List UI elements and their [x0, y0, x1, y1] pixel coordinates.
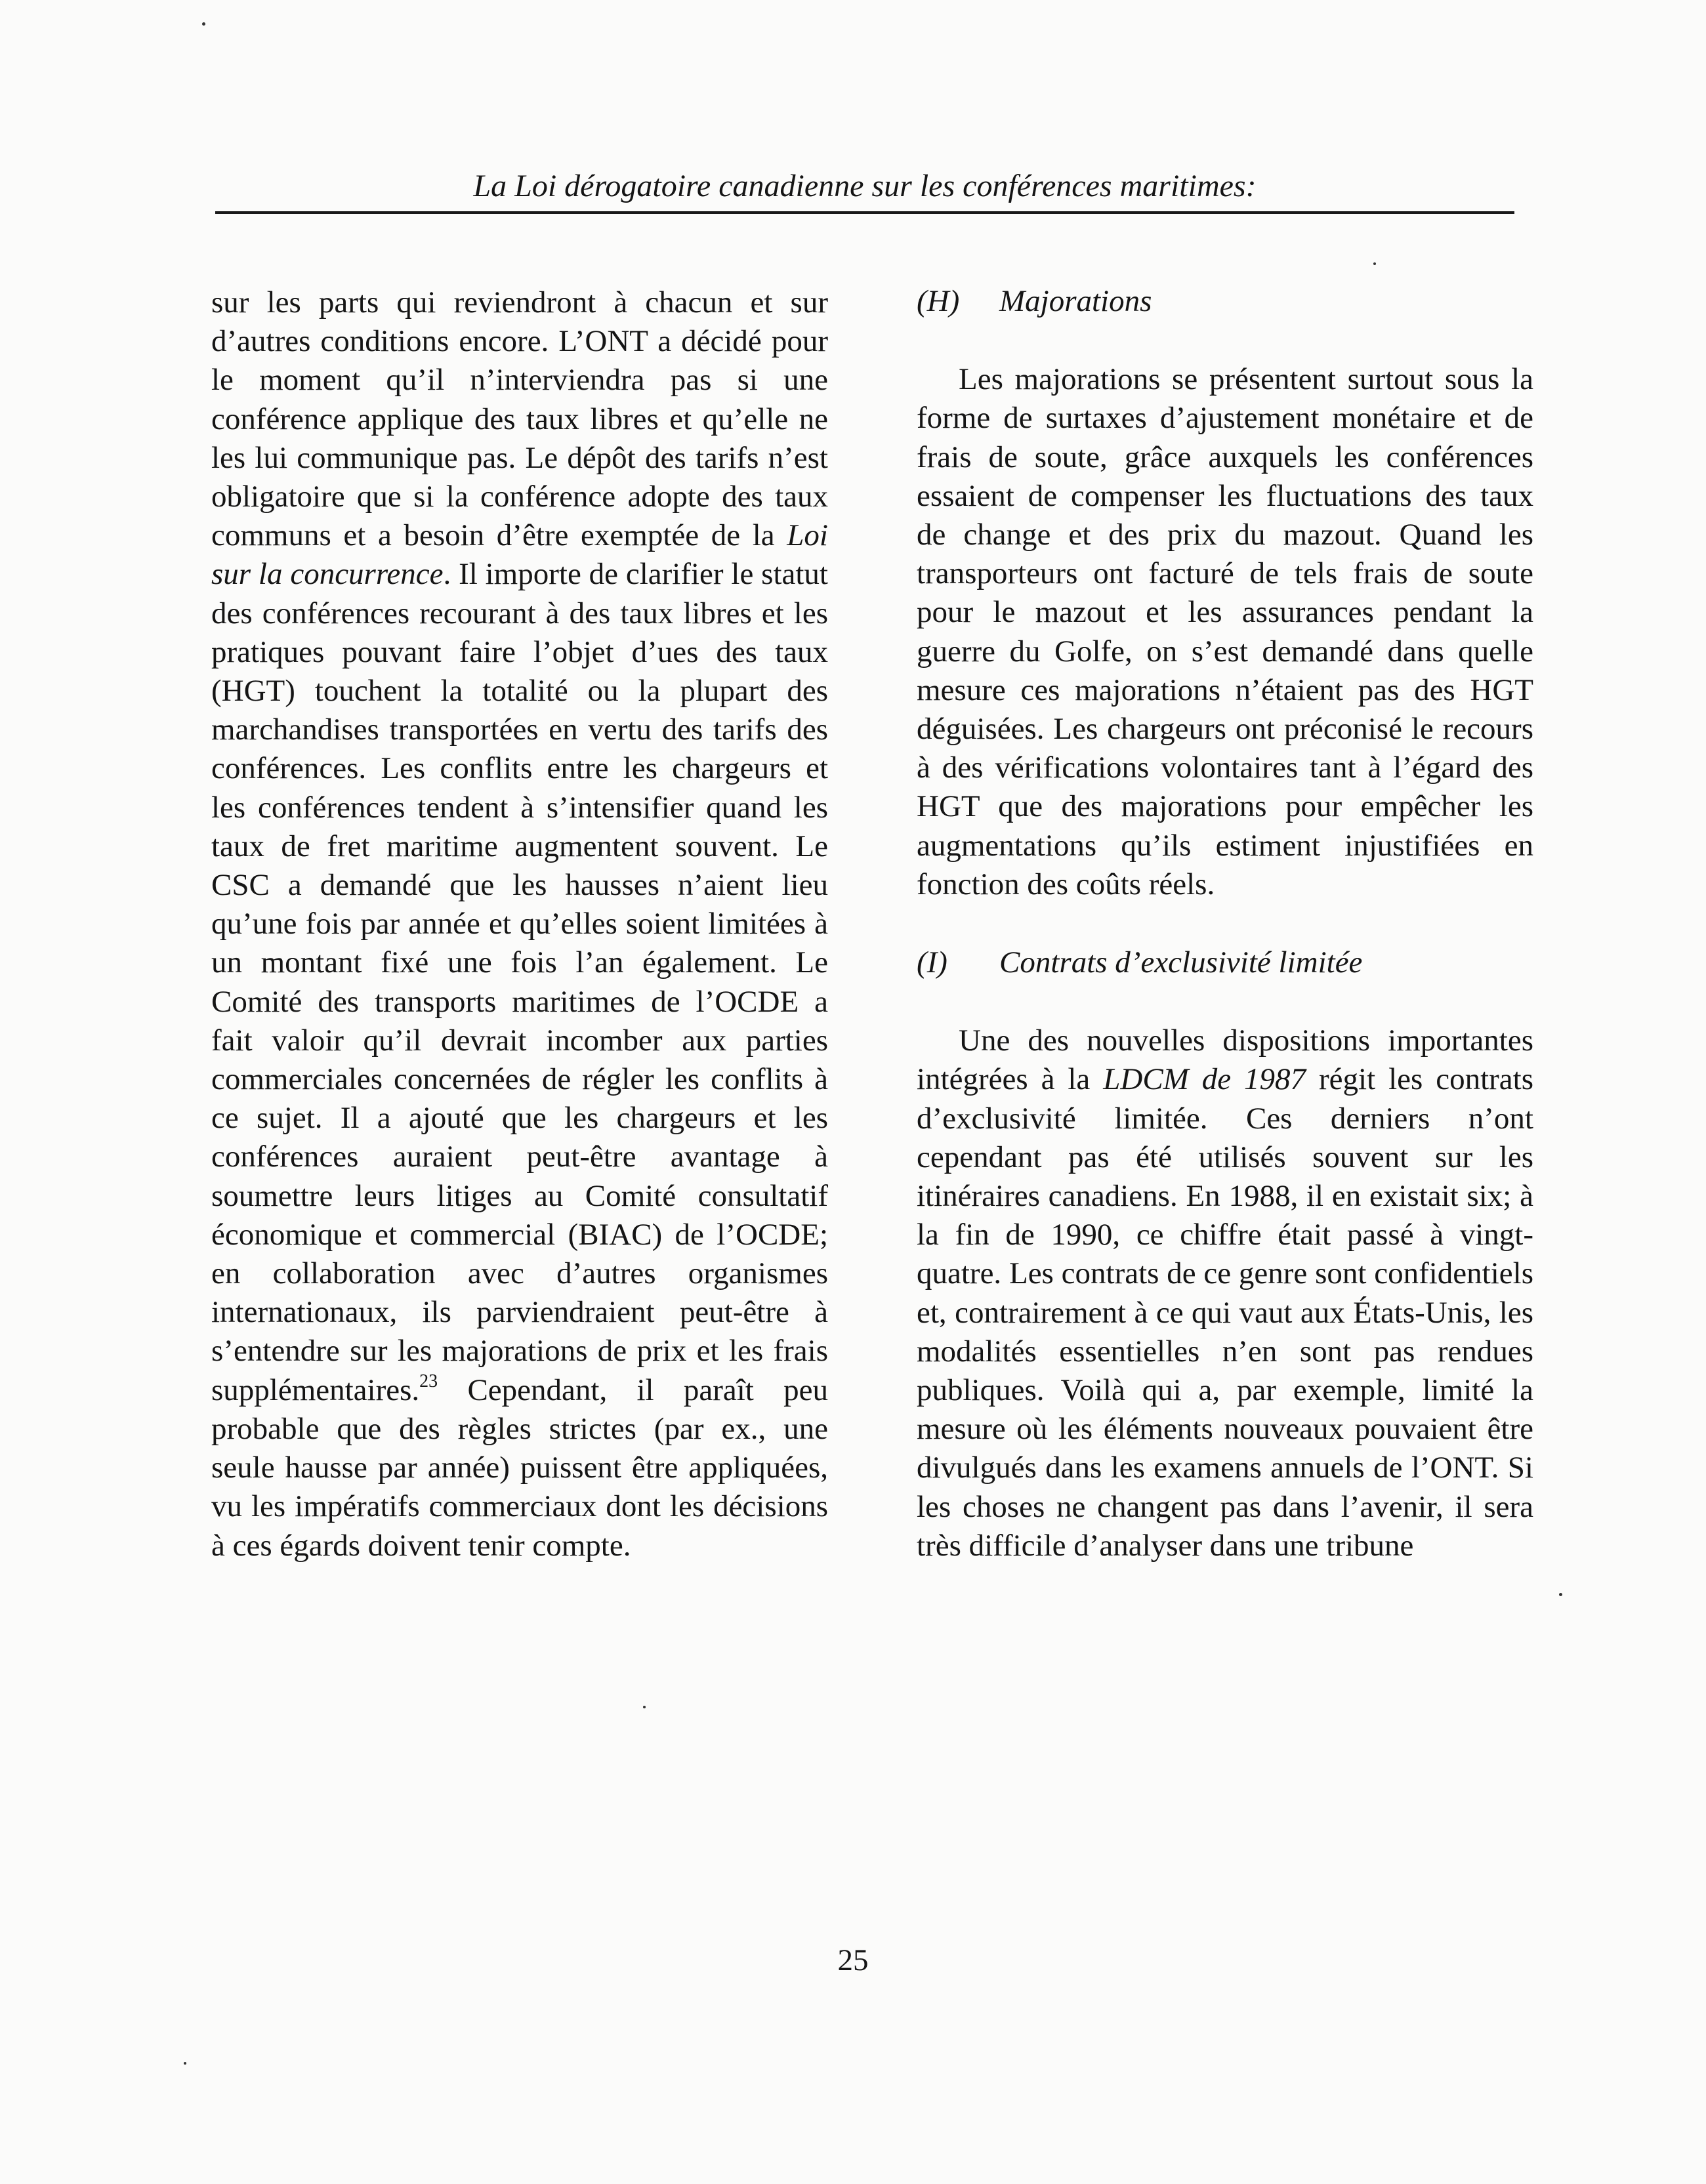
body-paragraph: [917, 1021, 1533, 1565]
paragraph-text: . Il importe de clarifier le statut des conférences recourant à des taux libres et les pratiques pouvant faire l’objet d’ues des taux (HGT) touchent la totalité ou la plupart des marchandises transportées en vertu des tarifs des conférences. Les conflits entre les chargeurs et les conférences tendent à s’intensifier quand les taux de fret maritime augmentent souvent. Le CSC a demandé que les hausses n’aient lieu qu’une fois par année et qu’elles soient limitées à un montant fixé une fois l’an également. Le Comité des transports maritimes de l’OCDE a fait valoir qu’il devrait incomber aux parties commerciales concernées de régler les conflits à ce sujet. Il a ajouté que les chargeurs et les conférences auraient peut-être avantage à soumettre leurs litiges au Comité consultatif économique et commercial (BIAC) de l’OCDE; en collaboration avec d’autres organismes internationaux, ils parviendraient peut-être à s’entendre sur les majorations de prix et les frais supplémentaires.: [211, 557, 828, 1407]
scan-speck: [643, 1706, 646, 1708]
paragraph-text: Une des nouvelles dispositions importantes intégrées à la: [917, 1023, 1533, 1097]
body-paragraph: [211, 283, 828, 1565]
paragraph-text: sur les parts qui reviendront à chacun et sur d’autres conditions encore. L’ONT a décidé pour le moment qu’il n’interviendra pas si une conférence applique des taux libres et qu’elle ne les lui communique pas. Le dépôt des tarifs n’est obligatoire que si la conférence adopte des taux communs et a besoin d’être exemptée de la: [211, 285, 828, 553]
right-column: [917, 282, 1533, 1565]
body-paragraph: Les majorations se présentent surtout sous la forme de surtaxes d’ajustement monétaire et de frais de soute, grâce auxquels les conférences essaient de compenser les fluctuations des taux de change et des prix du mazout. Quand les transporteurs ont facturé de tels frais de soute pour le mazout et les assurances pendant la guerre du Golfe, on s’est demandé dans quelle mesure ces majorations n’étaient pas des HGT déguisées. Les chargeurs ont préconisé le recours à des vérifications volontaires tant à l’égard des HGT que des majorations pour empêcher les augmentations qu’ils estiment injustifiées en fonction des coûts réels.: [917, 362, 1533, 901]
section-heading-h: [917, 282, 1533, 321]
paragraph-text: régit les contrats d’exclusivité limitée. Ces derniers n’ont cependant pas été utilisés souvent sur les itinéraires canadiens. En 1988, il en existait six; à la fin de 1990, ce chiffre était passé à vingt-quatre. Les contrats de ce genre sont confidentiels et, contrairement à ce qui vaut aux États-Unis, les modalités essentielles n’en sont pas rendues publiques. Voilà qui a, par exemple, limité la mesure où les éléments nouveaux pouvaient être divulgués dans les examens annuels de l’ONT. Si les choses ne changent pas dans l’avenir, il sera très difficile d’analyser dans une tribune: [917, 1062, 1533, 1563]
section-heading-i: [917, 943, 1533, 982]
scan-speck: [184, 2062, 186, 2065]
left-column: [211, 283, 828, 1565]
scan-speck: [202, 22, 205, 26]
header-rule: [215, 211, 1514, 214]
scan-speck: [1373, 262, 1376, 265]
running-header: La Loi dérogatoire canadienne sur les conférences maritimes:: [473, 169, 1257, 203]
section-number: (I): [917, 945, 947, 980]
page-number: 25: [837, 1943, 869, 1977]
footnote-reference: 23: [419, 1370, 438, 1391]
italic-law-title: Loi sur la concurrence: [211, 518, 828, 592]
section-title: Majorations: [999, 284, 1152, 318]
paragraph-text: Cependant, il paraît peu probable que des règles strictes (par ex., une seule hausse par année) puissent être appliquées, vu les impératifs commerciaux dont les décisions à ces égards doivent tenir compte.: [211, 1372, 828, 1563]
scan-speck: [1559, 1593, 1562, 1596]
section-title: Contrats d’exclusivité limitée: [999, 945, 1363, 980]
italic-law-title: LDCM de 1987: [1103, 1062, 1306, 1097]
section-number: (H): [917, 284, 960, 318]
